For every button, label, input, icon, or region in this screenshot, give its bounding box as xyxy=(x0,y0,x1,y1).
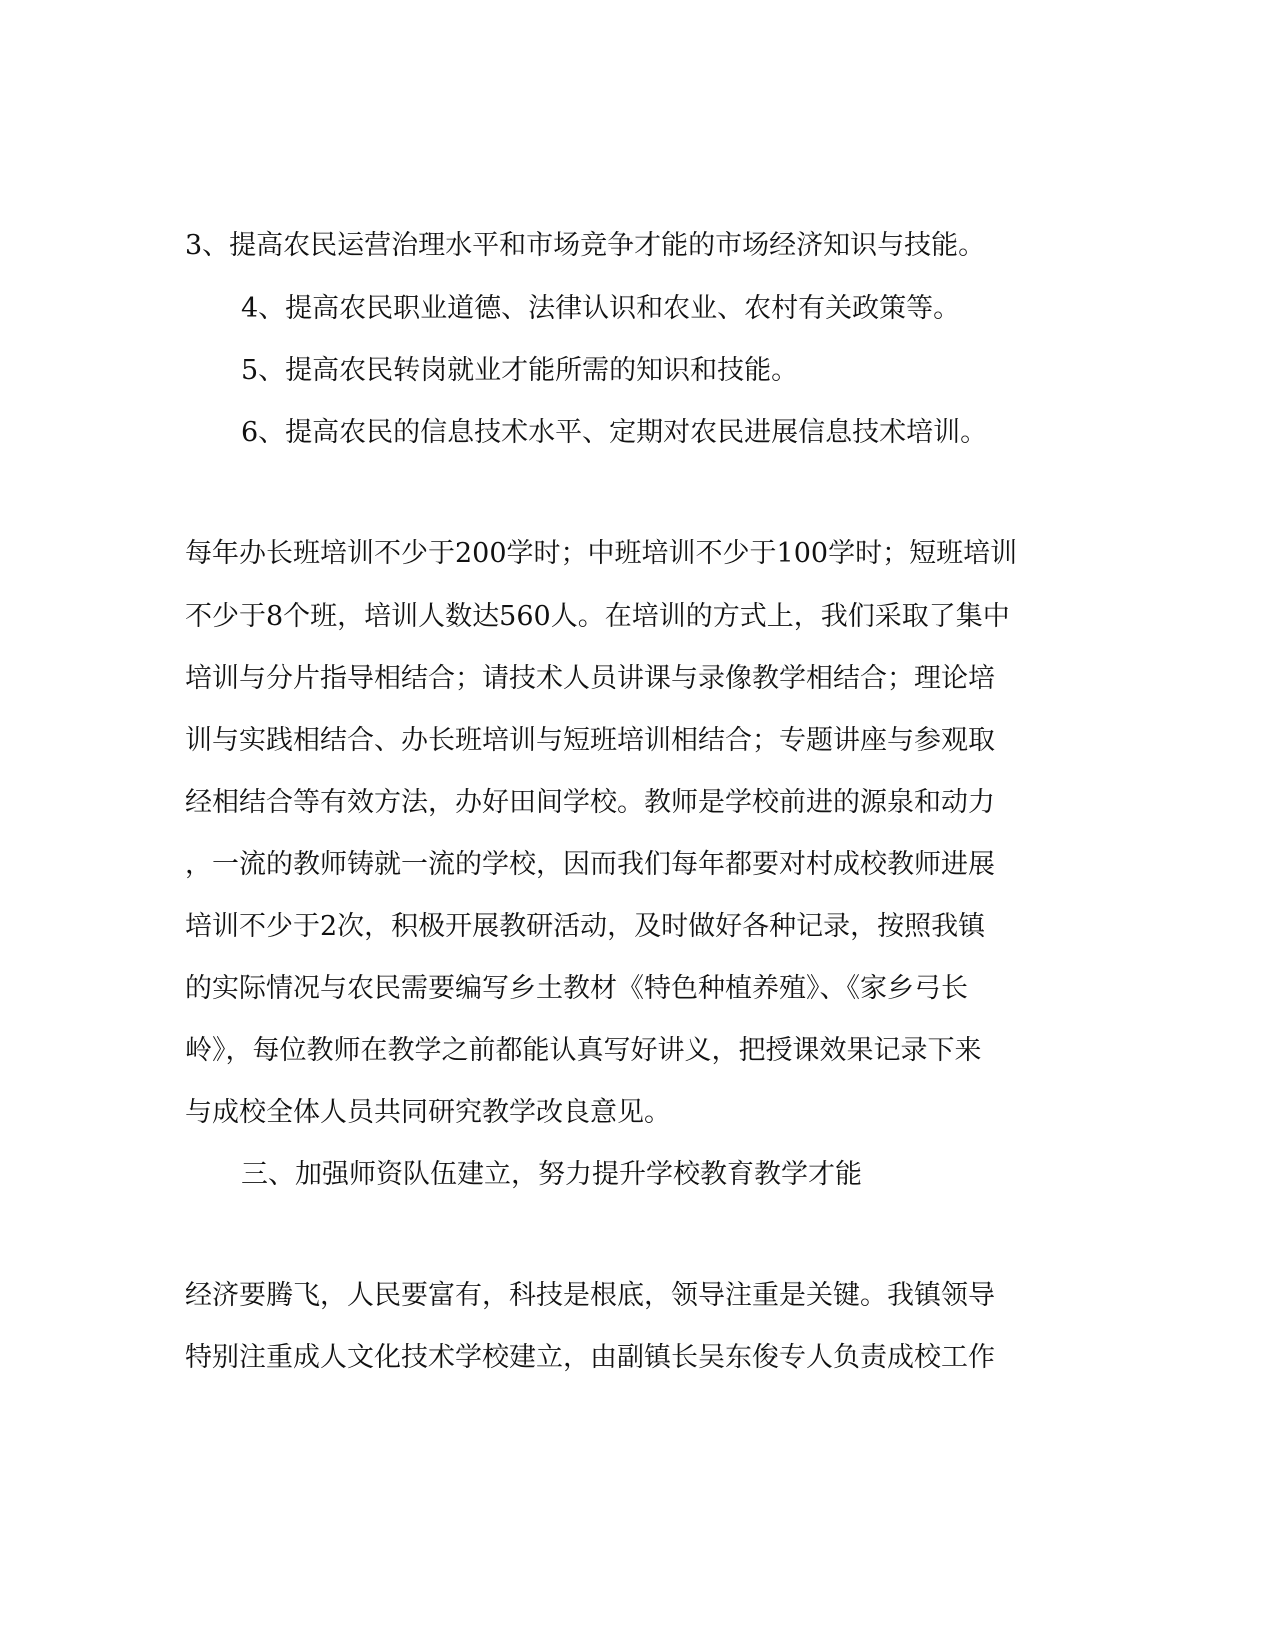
paragraph-1-line: 与成校全体人员共同研究教学改良意见。 xyxy=(185,1097,671,1128)
paragraph-1-line: 培训与分片指导相结合；请技术人员讲课与录像教学相结合；理论培 xyxy=(185,663,995,694)
paragraph-1-line: 的实际情况与农民需要编写乡土教材《特色种植养殖》、《家乡弓长 xyxy=(185,973,968,1004)
paragraph-1-line: 不少于8个班，培训人数达560人。在培训的方式上，我们采取了集中 xyxy=(185,601,1010,632)
list-item-5: 5、提高农民转岗就业才能所需的知识和技能。 xyxy=(241,355,799,386)
paragraph-1-line: 每年办长班培训不少于200学时；中班培训不少于100学时；短班培训 xyxy=(185,538,1018,569)
paragraph-1-line: 经相结合等有效方法，办好田间学校。教师是学校前进的源泉和动力 xyxy=(185,787,995,818)
list-item-4: 4、提高农民职业道德、法律认识和农业、农村有关政策等。 xyxy=(241,293,961,324)
list-item-3: 3、提高农民运营治理水平和市场竞争才能的市场经济知识与技能。 xyxy=(185,230,986,261)
paragraph-1-line: 训与实践相结合、办长班培训与短班培训相结合；专题讲座与参观取 xyxy=(185,725,995,756)
section-heading: 三、加强师资队伍建立，努力提升学校教育教学才能 xyxy=(241,1159,862,1190)
paragraph-1-line: ，一流的教师铸就一流的学校，因而我们每年都要对村成校教师进展 xyxy=(185,849,995,880)
paragraph-1-line: 培训不少于2次，积极开展教研活动，及时做好各种记录，按照我镇 xyxy=(185,911,986,942)
paragraph-1-line: 岭》，每位教师在教学之前都能认真写好讲义，把授课效果记录下来 xyxy=(185,1035,982,1066)
paragraph-2-line: 经济要腾飞，人民要富有，科技是根底，领导注重是关键。我镇领导 xyxy=(185,1280,995,1311)
paragraph-2-line: 特别注重成人文化技术学校建立，由副镇长吴东俊专人负责成校工作 xyxy=(185,1342,995,1373)
list-item-6: 6、提高农民的信息技术水平、定期对农民进展信息技术培训。 xyxy=(241,417,988,448)
